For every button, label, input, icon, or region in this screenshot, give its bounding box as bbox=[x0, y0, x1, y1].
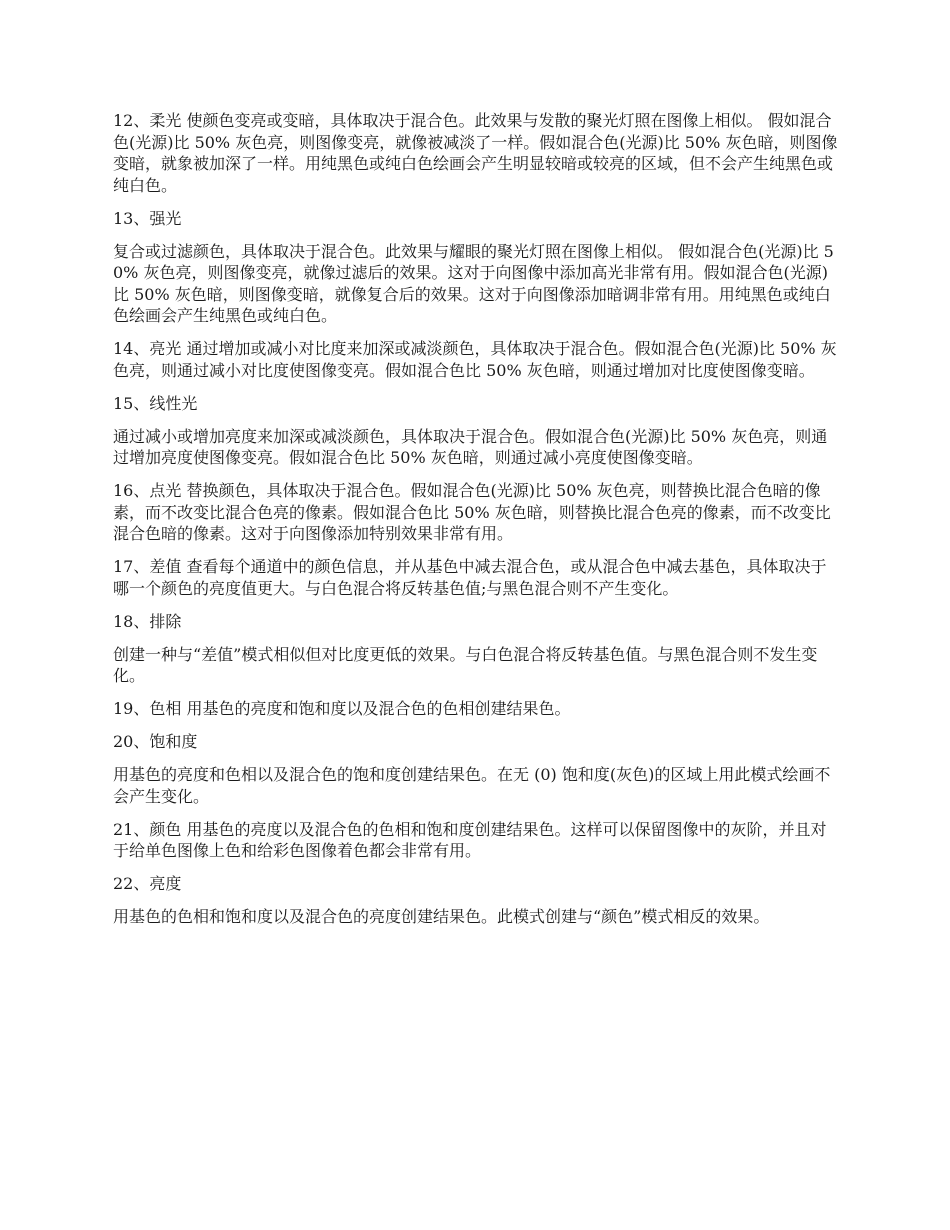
paragraph-hue: 19、色相 用基色的亮度和饱和度以及混合色的色相创建结果色。 bbox=[113, 699, 571, 718]
heading-luminosity: 22、亮度 bbox=[113, 874, 182, 893]
heading-linear-light: 15、线性光 bbox=[113, 393, 198, 413]
paragraph-luminosity: 用基色的色相和饱和度以及混合色的亮度创建结果色。此模式创建与“颜色”模式相反的效果。 bbox=[113, 907, 770, 926]
document-page bbox=[113, 110, 841, 939]
paragraph-difference: 17、差值 查看每个通道中的颜色信息，并从基色中减去混合色，或从混合色中减去基色，具体取决于哪一个颜色的亮度值更大。与白色混合将反转基色值;与黑色混合则不产生变化。 bbox=[113, 557, 827, 598]
paragraph-exclusion: 创建一种与“差值”模式相似但对比度更低的效果。与白色混合将反转基色值。与黑色混合则不发生变化。 bbox=[113, 644, 818, 685]
paragraph-color: 21、颜色 用基色的亮度以及混合色的色相和饱和度创建结果色。这样可以保留图像中的灰阶，并且对于给单色图像上色和给彩色图像着色都会非常有用。 bbox=[113, 819, 827, 860]
heading-saturation: 20、饱和度 bbox=[113, 732, 198, 751]
paragraph-hard-light: 复合或过滤颜色，具体取决于混合色。此效果与耀眼的聚光灯照在图像上相似。 假如混合色(光源)比 50% 灰色亮，则图像变亮，就像过滤后的效果。这对于向图像中添加高光非常有用。假如混合色(光源)比 50% 灰色暗，则图像变暗，就像复合后的效果。这对于向图像添加暗调非常有用。用纯黑色或纯白色绘画会产生纯黑色或纯白色。 bbox=[113, 241, 834, 325]
heading-hard-light: 13、强光 bbox=[113, 208, 182, 228]
paragraph-soft-light: 12、柔光 使颜色变亮或变暗，具体取决于混合色。此效果与发散的聚光灯照在图像上相似。 假如混合色(光源)比 50% 灰色亮，则图像变亮，就像被减淡了一样。假如混合色(光源)比 50% 灰色暗，则图像变暗，就象被加深了一样。用纯黑色或纯白色绘画会产生明显较暗或较亮的区域，但不会产生纯黑色或纯白色。 bbox=[113, 111, 838, 195]
heading-exclusion: 18、排除 bbox=[113, 611, 182, 631]
paragraph-pin-light: 16、点光 替换颜色，具体取决于混合色。假如混合色(光源)比 50% 灰色亮，则替换比混合色暗的像素，而不改变比混合色亮的像素。假如混合色比 50% 灰色暗，则替换比混合色亮的像素，而不改变比混合色暗的像素。这对于向图像添加特别效果非常有用。 bbox=[113, 481, 831, 543]
paragraph-saturation: 用基色的亮度和色相以及混合色的饱和度创建结果色。在无 (0) 饱和度(灰色)的区域上用此模式绘画不会产生变化。 bbox=[113, 765, 831, 806]
paragraph-vivid-light: 14、亮光 通过增加或减小对比度来加深或减淡颜色，具体取决于混合色。假如混合色(光源)比 50% 灰色亮，则通过减小对比度使图像变亮。假如混合色比 50% 灰色暗，则通过增加对比度使图像变暗。 bbox=[113, 339, 837, 380]
paragraph-linear-light: 通过减小或增加亮度来加深或减淡颜色，具体取决于混合色。假如混合色(光源)比 50% 灰色亮，则通过增加亮度使图像变亮。假如混合色比 50% 灰色暗，则通过减小亮度使图像变暗。 bbox=[113, 426, 828, 467]
